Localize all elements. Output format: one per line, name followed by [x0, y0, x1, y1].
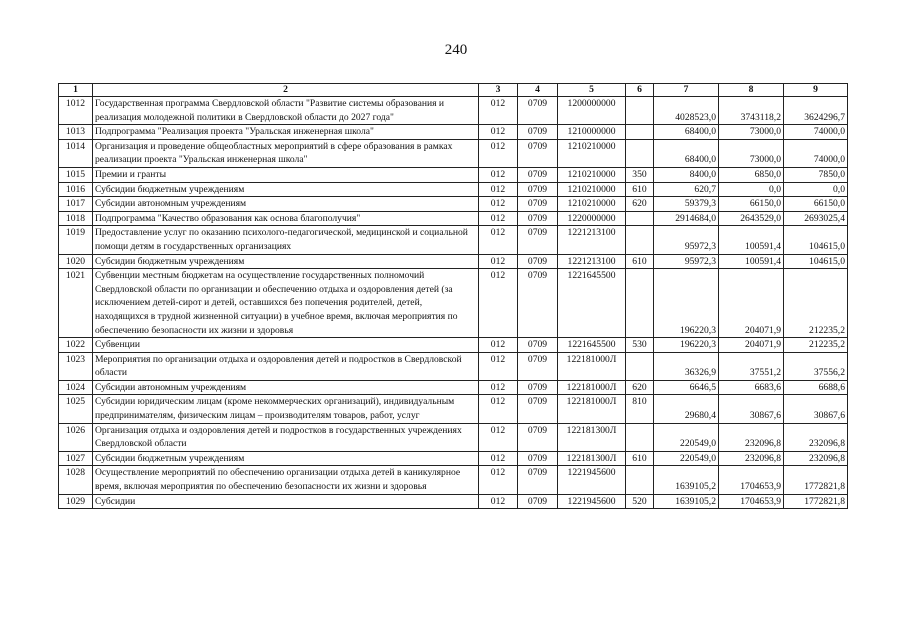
col-6-value [626, 352, 654, 380]
col-3-value: 012 [479, 395, 518, 423]
col-7-amount: 95972,3 [654, 226, 719, 254]
col-5-value: 1221945600 [558, 466, 626, 494]
col-3-value: 012 [479, 125, 518, 140]
header-col-7: 7 [654, 84, 719, 97]
col-8-amount: 100591,4 [719, 226, 784, 254]
col-4-value: 0709 [518, 254, 558, 269]
col-3-value: 012 [479, 139, 518, 167]
col-3-value: 012 [479, 451, 518, 466]
col-6-value [626, 125, 654, 140]
row-name: Субсидии бюджетным учреждениям [93, 254, 479, 269]
col-3-value: 012 [479, 466, 518, 494]
table-row [59, 466, 848, 494]
table-row [59, 197, 848, 212]
col-4-value: 0709 [518, 395, 558, 423]
col-9-amount: 232096,8 [784, 423, 848, 451]
col-9-amount: 2693025,4 [784, 211, 848, 226]
col-9-amount: 232096,8 [784, 451, 848, 466]
col-7-amount: 68400,0 [654, 139, 719, 167]
row-number: 1016 [59, 182, 93, 197]
col-6-value [626, 466, 654, 494]
col-6-value: 350 [626, 167, 654, 182]
table-row [59, 211, 848, 226]
row-name: Мероприятия по организации отдыха и оздоровления детей и подростков в Свердловской области [93, 352, 479, 380]
col-7-amount: 59379,3 [654, 197, 719, 212]
col-7-amount: 220549,0 [654, 423, 719, 451]
col-4-value: 0709 [518, 125, 558, 140]
col-6-value: 520 [626, 494, 654, 509]
col-7-amount: 6646,5 [654, 380, 719, 395]
col-9-amount: 7850,0 [784, 167, 848, 182]
row-name: Субсидии бюджетным учреждениям [93, 451, 479, 466]
table-row [59, 423, 848, 451]
col-7-amount: 196220,3 [654, 269, 719, 338]
col-9-amount: 37556,2 [784, 352, 848, 380]
col-7-amount: 4028523,0 [654, 97, 719, 125]
col-8-amount: 66150,0 [719, 197, 784, 212]
col-3-value: 012 [479, 97, 518, 125]
col-6-value [626, 139, 654, 167]
header-row [59, 84, 848, 97]
row-name: Субсидии бюджетным учреждениям [93, 182, 479, 197]
col-6-value: 530 [626, 338, 654, 353]
col-4-value: 0709 [518, 167, 558, 182]
col-7-amount: 1639105,2 [654, 494, 719, 509]
row-name: Субвенции местным бюджетам на осуществление государственных полномочий Свердловской области по организации и обеспечению отдыха и оздоровления детей (за исключением детей-сирот и детей, оставшихся без попечения родителей, детей, находящихся в трудной жизненной ситуации) в учебное время, включая мероприятия по обеспечению безопасности их жизни и здоровья [93, 269, 479, 338]
col-4-value: 0709 [518, 466, 558, 494]
col-5-value: 1210210000 [558, 197, 626, 212]
col-5-value: 1210210000 [558, 182, 626, 197]
col-7-amount: 220549,0 [654, 451, 719, 466]
table-row [59, 182, 848, 197]
col-7-amount: 1639105,2 [654, 466, 719, 494]
row-name: Осуществление мероприятий по обеспечению организации отдыха детей в каникулярное время, включая мероприятия по обеспечению безопасности их жизни и здоровья [93, 466, 479, 494]
col-7-amount: 2914684,0 [654, 211, 719, 226]
table-row [59, 380, 848, 395]
col-3-value: 012 [479, 226, 518, 254]
col-3-value: 012 [479, 338, 518, 353]
col-5-value: 1221645500 [558, 338, 626, 353]
col-5-value: 122181000Л [558, 395, 626, 423]
col-7-amount: 68400,0 [654, 125, 719, 140]
col-8-amount: 6683,6 [719, 380, 784, 395]
col-8-amount: 204071,9 [719, 338, 784, 353]
col-3-value: 012 [479, 254, 518, 269]
col-8-amount: 37551,2 [719, 352, 784, 380]
col-5-value: 1221213100 [558, 254, 626, 269]
col-4-value: 0709 [518, 197, 558, 212]
table-row [59, 395, 848, 423]
col-5-value: 1210210000 [558, 139, 626, 167]
row-number: 1013 [59, 125, 93, 140]
col-8-amount: 30867,6 [719, 395, 784, 423]
row-name: Государственная программа Свердловской области "Развитие системы образования и реализация молодежной политики в Свердловской области до 2027 года" [93, 97, 479, 125]
col-9-amount: 0,0 [784, 182, 848, 197]
col-4-value: 0709 [518, 451, 558, 466]
row-name: Предоставление услуг по оказанию психолого-педагогической, медицинской и социальной помощи детям в государственных организациях [93, 226, 479, 254]
row-name: Субсидии юридическим лицам (кроме некоммерческих организаций), индивидуальным предпринимателям, физическим лицам – производителям товаров, работ, услуг [93, 395, 479, 423]
row-number: 1020 [59, 254, 93, 269]
table-row [59, 97, 848, 125]
col-6-value: 620 [626, 380, 654, 395]
col-5-value: 1220000000 [558, 211, 626, 226]
col-4-value: 0709 [518, 226, 558, 254]
col-4-value: 0709 [518, 380, 558, 395]
row-number: 1015 [59, 167, 93, 182]
row-number: 1017 [59, 197, 93, 212]
col-8-amount: 232096,8 [719, 451, 784, 466]
header-col-6: 6 [626, 84, 654, 97]
col-5-value: 1221213100 [558, 226, 626, 254]
col-4-value: 0709 [518, 352, 558, 380]
row-name: Субсидии автономным учреждениям [93, 380, 479, 395]
col-9-amount: 212235,2 [784, 338, 848, 353]
col-9-amount: 30867,6 [784, 395, 848, 423]
col-6-value [626, 269, 654, 338]
row-number: 1019 [59, 226, 93, 254]
row-name: Организация отдыха и оздоровления детей и подростков в государственных учреждениях Свердловской области [93, 423, 479, 451]
row-number: 1023 [59, 352, 93, 380]
col-4-value: 0709 [518, 139, 558, 167]
col-6-value: 610 [626, 451, 654, 466]
col-6-value: 810 [626, 395, 654, 423]
table-row [59, 269, 848, 338]
row-number: 1025 [59, 395, 93, 423]
row-name: Субсидии [93, 494, 479, 509]
row-name: Организация и проведение общеобластных мероприятий в сфере образования в рамках реализации проекта "Уральская инженерная школа" [93, 139, 479, 167]
col-8-amount: 2643529,0 [719, 211, 784, 226]
row-number: 1029 [59, 494, 93, 509]
col-6-value: 610 [626, 182, 654, 197]
table-row [59, 226, 848, 254]
col-4-value: 0709 [518, 423, 558, 451]
col-7-amount: 196220,3 [654, 338, 719, 353]
header-col-2: 2 [93, 84, 479, 97]
col-4-value: 0709 [518, 269, 558, 338]
col-8-amount: 204071,9 [719, 269, 784, 338]
budget-table [58, 83, 848, 509]
col-7-amount: 620,7 [654, 182, 719, 197]
row-number: 1024 [59, 380, 93, 395]
col-9-amount: 6688,6 [784, 380, 848, 395]
col-9-amount: 74000,0 [784, 125, 848, 140]
col-9-amount: 212235,2 [784, 269, 848, 338]
col-9-amount: 1772821,8 [784, 466, 848, 494]
col-3-value: 012 [479, 197, 518, 212]
col-4-value: 0709 [518, 338, 558, 353]
header-col-8: 8 [719, 84, 784, 97]
col-4-value: 0709 [518, 97, 558, 125]
header-col-1: 1 [59, 84, 93, 97]
header-col-3: 3 [479, 84, 518, 97]
col-5-value: 1210000000 [558, 125, 626, 140]
col-9-amount: 74000,0 [784, 139, 848, 167]
table-row [59, 167, 848, 182]
col-8-amount: 73000,0 [719, 139, 784, 167]
header-col-4: 4 [518, 84, 558, 97]
col-6-value [626, 211, 654, 226]
col-3-value: 012 [479, 352, 518, 380]
col-6-value: 620 [626, 197, 654, 212]
header-col-5: 5 [558, 84, 626, 97]
row-number: 1022 [59, 338, 93, 353]
table-row [59, 494, 848, 509]
col-3-value: 012 [479, 182, 518, 197]
row-name: Подпрограмма "Качество образования как основа благополучия" [93, 211, 479, 226]
col-8-amount: 6850,0 [719, 167, 784, 182]
header-col-9: 9 [784, 84, 848, 97]
col-5-value: 1221945600 [558, 494, 626, 509]
col-9-amount: 104615,0 [784, 226, 848, 254]
col-3-value: 012 [479, 211, 518, 226]
col-8-amount: 100591,4 [719, 254, 784, 269]
row-number: 1014 [59, 139, 93, 167]
col-3-value: 012 [479, 167, 518, 182]
col-4-value: 0709 [518, 182, 558, 197]
col-9-amount: 66150,0 [784, 197, 848, 212]
col-5-value: 1200000000 [558, 97, 626, 125]
table-row [59, 254, 848, 269]
table-row [59, 125, 848, 140]
row-number: 1018 [59, 211, 93, 226]
row-name: Подпрограмма "Реализация проекта "Уральская инженерная школа" [93, 125, 479, 140]
col-6-value: 610 [626, 254, 654, 269]
row-number: 1021 [59, 269, 93, 338]
col-3-value: 012 [479, 380, 518, 395]
row-number: 1028 [59, 466, 93, 494]
col-8-amount: 232096,8 [719, 423, 784, 451]
table-row [59, 451, 848, 466]
col-4-value: 0709 [518, 211, 558, 226]
col-9-amount: 104615,0 [784, 254, 848, 269]
row-number: 1026 [59, 423, 93, 451]
row-number: 1012 [59, 97, 93, 125]
col-3-value: 012 [479, 269, 518, 338]
col-7-amount: 29680,4 [654, 395, 719, 423]
col-9-amount: 3624296,7 [784, 97, 848, 125]
col-8-amount: 3743118,2 [719, 97, 784, 125]
col-6-value [626, 97, 654, 125]
col-5-value: 122181000Л [558, 352, 626, 380]
col-6-value [626, 226, 654, 254]
row-name: Субвенции [93, 338, 479, 353]
col-8-amount: 0,0 [719, 182, 784, 197]
table-row [59, 352, 848, 380]
col-7-amount: 95972,3 [654, 254, 719, 269]
col-5-value: 1221645500 [558, 269, 626, 338]
col-8-amount: 1704653,9 [719, 494, 784, 509]
col-5-value: 122181300Л [558, 423, 626, 451]
table-row [59, 338, 848, 353]
col-4-value: 0709 [518, 494, 558, 509]
col-8-amount: 73000,0 [719, 125, 784, 140]
page-number: 240 [444, 42, 468, 58]
col-9-amount: 1772821,8 [784, 494, 848, 509]
col-5-value: 122181300Л [558, 451, 626, 466]
row-name: Премии и гранты [93, 167, 479, 182]
col-3-value: 012 [479, 423, 518, 451]
col-5-value: 122181000Л [558, 380, 626, 395]
col-5-value: 1210210000 [558, 167, 626, 182]
table-row [59, 139, 848, 167]
row-name: Субсидии автономным учреждениям [93, 197, 479, 212]
row-number: 1027 [59, 451, 93, 466]
col-6-value [626, 423, 654, 451]
col-3-value: 012 [479, 494, 518, 509]
col-7-amount: 36326,9 [654, 352, 719, 380]
col-7-amount: 8400,0 [654, 167, 719, 182]
col-8-amount: 1704653,9 [719, 466, 784, 494]
